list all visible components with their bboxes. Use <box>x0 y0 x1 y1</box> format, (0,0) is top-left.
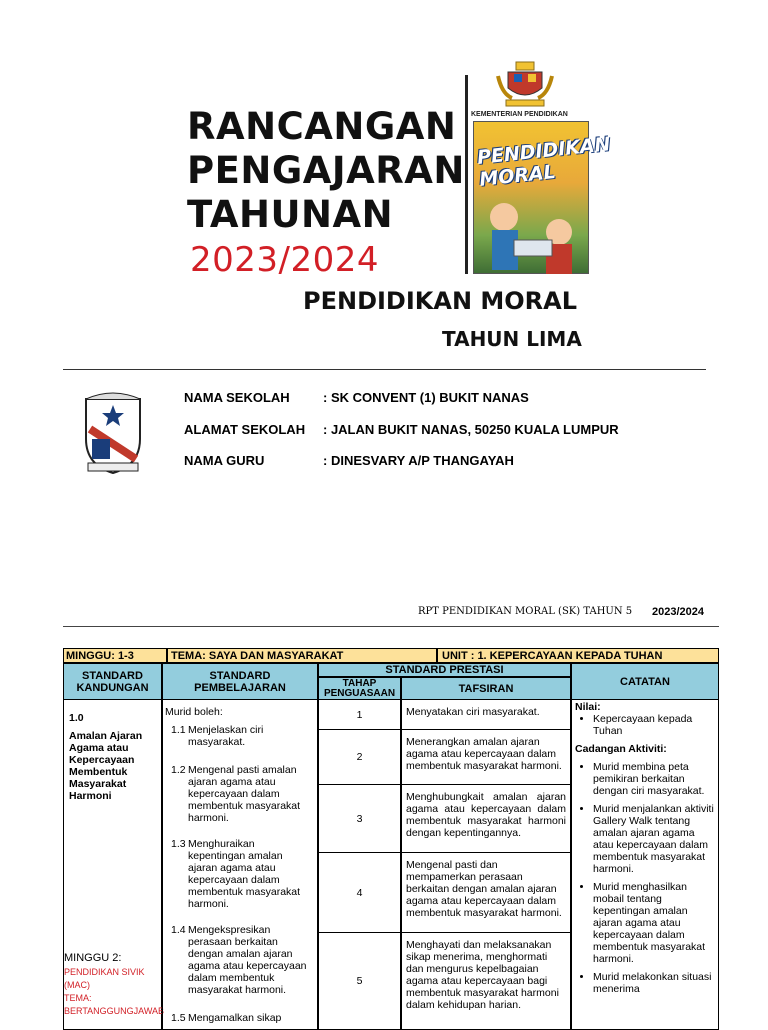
school-crest-icon <box>80 385 146 477</box>
tp-level: 1 <box>318 700 401 730</box>
aktiviti-list <box>575 761 715 995</box>
textbook-cover <box>473 121 612 274</box>
learning-num: 1.2 <box>171 764 186 776</box>
sk-text: Amalan Ajaran Agama atau Kepercayaan Membentuk Masyarakat Harmoni <box>69 730 143 802</box>
week-cell: MINGGU: 1-3 <box>63 648 167 663</box>
ministry-crest-icon <box>494 60 556 108</box>
subject-title: PENDIDIKAN MORAL <box>303 287 578 315</box>
tp-description: Mengenal pasti dan mempamerkan perasaan berkaitan dengan amalan ajaran agama atau kepercayaan dalam membentuk masyarakat harmoni. <box>401 853 571 933</box>
learning-text: Menjelaskan ciri masyarakat. <box>188 724 264 748</box>
document-title <box>187 105 465 237</box>
learning-num: 1.4 <box>171 924 186 936</box>
tp-description: Menyatakan ciri masyarakat. <box>401 700 571 730</box>
header-standard-prestasi: STANDARD PRESTASI <box>318 663 571 677</box>
sivik-line-2: (MAC) <box>64 980 90 990</box>
header-tafsiran: TAFSIRAN <box>401 677 571 700</box>
learning-item <box>171 764 311 824</box>
learning-num: 1.1 <box>171 724 186 736</box>
page-header-rule <box>63 626 719 627</box>
aktiviti-item: • Murid menghasilkan mobail tentang kepentingan amalan ajaran agama atau kepercayaan dalam membentuk masyarakat harmoni. <box>593 881 715 965</box>
tp-description: Menerangkan amalan ajaran agama atau kepercayaan dalam membentuk masyarakat harmoni. <box>401 730 571 785</box>
sivik-line-4: BERTANGGUNGJAWAB <box>64 1006 165 1016</box>
learning-item <box>171 724 311 748</box>
title-line-2: PENGAJARAN <box>187 149 465 192</box>
sivik-line-3: TEMA: <box>64 993 92 1003</box>
info-value: : SK CONVENT (1) BUKIT NANAS <box>323 390 529 405</box>
ministry-label: KEMENTERIAN PENDIDIKAN <box>471 111 568 118</box>
catatan-cell <box>571 700 719 1030</box>
info-label: ALAMAT SEKOLAH <box>184 422 306 437</box>
learning-item <box>171 1012 311 1024</box>
minggu-2-label: MINGGU 2: <box>64 952 122 964</box>
tp-level: 5 <box>318 933 401 1030</box>
title-line-3: TAHUNAN <box>187 193 394 236</box>
title-divider <box>465 75 468 274</box>
tp-description: Menghubungkait amalan ajaran agama atau kepercayaan dalam membentuk masyarakat harmoni dengan kepentingannya. <box>401 785 571 853</box>
header-tahap-penguasaan: TAHAP PENGUASAAN <box>318 677 401 700</box>
tp-description: Menghayati dan melaksanakan sikap menerima, menghormati dan mengurus kepelbagaian agama atau kepercayaan bagi membentuk masyarakat harmoni dalam kehidupan harian. <box>401 933 571 1030</box>
murid-boleh: Murid boleh: <box>165 706 223 718</box>
textbook-title: PENDIDIKAN MORAL <box>476 133 612 191</box>
tp-level: 3 <box>318 785 401 853</box>
grade-title: TAHUN LIMA <box>442 327 582 351</box>
header-standard-kandungan: STANDARD KANDUNGAN <box>63 663 162 700</box>
aktiviti-label: Cadangan Aktiviti: <box>575 743 667 755</box>
aktiviti-item: • Murid melakonkan situasi menerima <box>593 971 715 995</box>
tp-level: 4 <box>318 853 401 933</box>
info-value: : JALAN BUKIT NANAS, 50250 KUALA LUMPUR <box>323 422 619 437</box>
title-line-1: RANCANGAN <box>187 105 457 148</box>
learning-text: Mengenal pasti amalan ajaran agama atau kepercayaan dalam membentuk masyarakat harmoni. <box>188 764 301 824</box>
learning-num: 1.5 <box>171 1012 186 1024</box>
standard-pembelajaran-cell <box>162 700 318 1030</box>
learning-item <box>171 838 311 910</box>
aktiviti-item: • Murid menjalankan aktiviti Gallery Walk tentang amalan ajaran agama atau kepercayaan dalam membentuk masyarakat harmoni. <box>593 803 715 875</box>
info-label: NAMA GURU <box>184 453 265 468</box>
learning-text: Mengekspresikan perasaan berkaitan dengan amalan ajaran agama atau kepercayaan dalam membentuk masyarakat harmoni. <box>188 924 307 996</box>
unit-cell: UNIT : 1. KEPERCAYAAN KEPADA TUHAN <box>437 648 719 663</box>
header-catatan: CATATAN <box>571 663 719 700</box>
section-divider <box>63 369 706 370</box>
learning-text: Mengamalkan sikap <box>188 1012 282 1024</box>
nilai-list <box>575 713 715 737</box>
page-header-doc: RPT PENDIDIKAN MORAL (SK) TAHUN 5 <box>418 606 633 617</box>
sivik-line-1: PENDIDIKAN SIVIK <box>64 967 145 977</box>
nilai-label: Nilai: <box>575 701 601 713</box>
aktiviti-item: • Murid membina peta pemikiran berkaitan dengan ciri masyarakat. <box>593 761 715 797</box>
learning-item <box>171 924 311 996</box>
sk-number: 1.0 <box>69 712 84 724</box>
document-year: 2023/2024 <box>190 240 380 280</box>
info-value: : DINESVARY A/P THANGAYAH <box>323 453 514 468</box>
nilai-item: • Kepercayaan kepada Tuhan <box>593 713 715 737</box>
info-label: NAMA SEKOLAH <box>184 390 290 405</box>
sivik-note <box>64 966 164 1018</box>
theme-cell: TEMA: SAYA DAN MASYARAKAT <box>167 648 437 663</box>
learning-num: 1.3 <box>171 838 186 850</box>
tp-level: 2 <box>318 730 401 785</box>
standard-kandungan-cell <box>63 700 165 1030</box>
learning-text: Menghuraikan kepentingan amalan ajaran agama atau kepercayaan dalam membentuk masyarakat harmoni. <box>188 838 301 910</box>
page-header-year: 2023/2024 <box>652 606 704 618</box>
header-standard-pembelajaran: STANDARD PEMBELAJARAN <box>162 663 318 700</box>
